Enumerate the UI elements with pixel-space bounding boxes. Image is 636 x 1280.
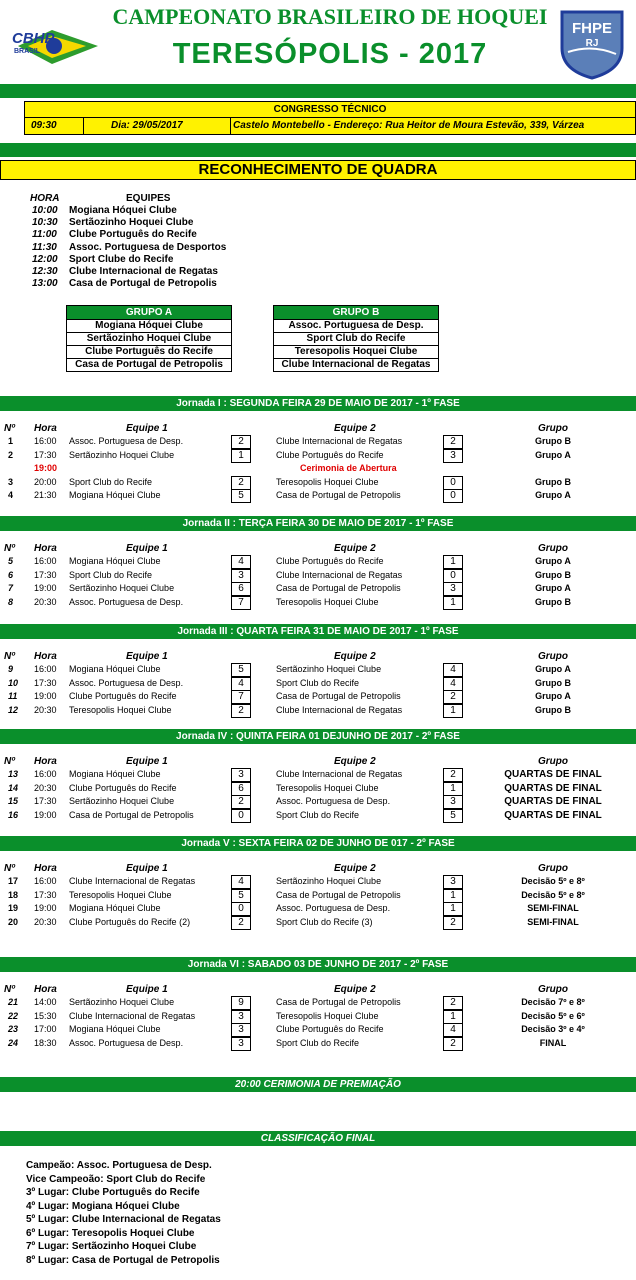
- game-score1: 0: [231, 902, 251, 916]
- game-number: 10: [8, 677, 19, 688]
- game-team1: Casa de Portugal de Petropolis: [69, 809, 194, 820]
- congresso-box: [24, 101, 636, 135]
- recon-equipe: Clube Internacional de Regatas: [69, 266, 218, 277]
- col-header-no: Nº: [4, 423, 15, 434]
- recon-equipe: Clube Português do Recife: [69, 229, 197, 241]
- group-a-table: [66, 305, 232, 372]
- game-score2: 3: [443, 875, 463, 889]
- col-header-equipe2: Equipe 2: [334, 423, 376, 434]
- game-score1: 4: [231, 875, 251, 889]
- col-header-hora: Hora: [34, 984, 57, 995]
- recon-hora: 11:30: [32, 241, 57, 253]
- game-time: 20:30: [34, 916, 57, 927]
- game-time: 16:00: [34, 769, 57, 779]
- game-number: 1: [8, 436, 14, 446]
- classification-line: Vice Campeoão: Sport Club do Recife: [26, 1173, 206, 1185]
- game-group: Decisão 3º e 4º: [521, 1024, 585, 1035]
- game-team2: Sport Club do Recife: [276, 677, 360, 688]
- game-time: 19:00: [34, 691, 57, 702]
- col-header-hora: Hora: [34, 651, 57, 662]
- game-time: 14:00: [34, 997, 57, 1007]
- game-number: 8: [8, 596, 14, 607]
- game-group: QUARTAS DE FINAL: [504, 796, 602, 808]
- col-header-equipe1: Equipe 1: [126, 423, 168, 434]
- game-score1: 3: [231, 1037, 251, 1051]
- recon-equipe: Sport Clube do Recife: [69, 253, 174, 265]
- jornada-title: Jornada II : TERÇA FEIRA 30 DE MAIO DE 2017 - 1º FASE: [0, 516, 636, 531]
- game-group: Decisão 5º e 8º: [521, 889, 585, 900]
- col-header-no: Nº: [4, 543, 15, 554]
- game-team2: Casa de Portugal de Petropolis: [276, 691, 401, 702]
- game-team1: Mogiana Hóquei Clube: [69, 664, 161, 674]
- game-team1: Assoc. Portuguesa de Desp.: [69, 436, 184, 446]
- game-team2: Casa de Portugal de Petropolis: [276, 997, 401, 1007]
- game-score2: 3: [443, 795, 463, 809]
- game-score1: 1: [231, 449, 251, 463]
- reconhecimento-col-hora: HORA: [30, 193, 60, 204]
- col-header-no: Nº: [4, 756, 15, 767]
- game-score1: 2: [231, 704, 251, 718]
- game-number: 4: [8, 490, 14, 501]
- recon-hora: 12:30: [32, 266, 58, 277]
- game-team1: Assoc. Portuguesa de Desp.: [69, 1037, 184, 1048]
- game-score1: 3: [231, 569, 251, 583]
- game-number: 11: [8, 691, 18, 702]
- game-time: 17:30: [34, 889, 57, 900]
- game-team2: Teresopolis Hoquei Clube: [276, 596, 379, 607]
- game-score2: 0: [443, 489, 463, 503]
- recon-equipe: Casa de Portugal de Petropolis: [69, 278, 217, 290]
- col-header-no: Nº: [4, 863, 15, 874]
- divider-bar: [0, 143, 636, 157]
- game-group: Decisão 5º e 6º: [521, 1010, 585, 1021]
- game-time: 16:00: [34, 556, 57, 566]
- game-team1: Clube Português do Recife (2): [69, 916, 191, 927]
- game-team1: Clube Português do Recife: [69, 691, 177, 702]
- special-event-time: 19:00: [34, 463, 58, 474]
- game-team1: Clube Internacional de Regatas: [69, 876, 196, 886]
- game-team2: Casa de Portugal de Petropolis: [276, 583, 401, 594]
- col-header-grupo: Grupo: [538, 543, 568, 554]
- classification-line: 4º Lugar: Mogiana Hóquei Clube: [26, 1200, 180, 1212]
- game-score1: 2: [231, 476, 251, 490]
- game-number: 17: [8, 876, 19, 886]
- col-header-grupo: Grupo: [538, 863, 568, 874]
- game-time: 20:30: [34, 782, 57, 793]
- classification-line: 8º Lugar: Casa de Portugal de Petropolis: [26, 1254, 220, 1266]
- game-number: 22: [8, 1010, 19, 1021]
- game-score2: 2: [443, 768, 463, 782]
- game-score2: 4: [443, 1023, 463, 1037]
- game-number: 6: [8, 569, 14, 580]
- game-score1: 9: [231, 996, 251, 1010]
- game-team2: Clube Português do Recife: [276, 1024, 384, 1035]
- group-a-team: Casa de Portugal de Petropolis: [75, 359, 223, 370]
- game-score2: 2: [443, 1037, 463, 1051]
- game-score1: 7: [231, 690, 251, 704]
- game-time: 16:00: [34, 876, 57, 886]
- game-group: Grupo A: [535, 490, 571, 501]
- game-team1: Mogiana Hóquei Clube: [69, 490, 161, 501]
- game-group: QUARTAS DE FINAL: [504, 809, 602, 821]
- game-score1: 2: [231, 435, 251, 449]
- game-score1: 2: [231, 916, 251, 930]
- game-team1: Sertãozinho Hoquei Clube: [69, 449, 175, 460]
- game-team2: Clube Internacional de Regatas: [276, 569, 403, 580]
- game-team2: Clube Internacional de Regatas: [276, 769, 403, 779]
- classification-line: 6º Lugar: Teresopolis Hoquei Clube: [26, 1227, 195, 1239]
- game-team1: Mogiana Hóquei Clube: [69, 769, 161, 779]
- game-team2: Sertãozinho Hoquei Clube: [276, 664, 382, 674]
- group-b-team: Teresopolis Hoquei Clube: [274, 346, 438, 359]
- game-number: 20: [8, 916, 19, 927]
- cbhp-logo-text: CBHP: [12, 30, 55, 47]
- game-team1: Mogiana Hóquei Clube: [69, 903, 161, 914]
- col-header-equipe1: Equipe 1: [126, 984, 168, 995]
- fhpe-logo: [558, 8, 626, 80]
- game-number: 24: [8, 1037, 19, 1048]
- col-header-equipe2: Equipe 2: [334, 863, 376, 874]
- group-a-team: Sertãozinho Hoquei Clube: [67, 333, 231, 346]
- game-team1: Sertãozinho Hoquei Clube: [69, 583, 175, 594]
- game-time: 19:00: [34, 583, 57, 594]
- game-number: 18: [8, 889, 19, 900]
- cbhp-logo-sub: BRASIL: [14, 48, 41, 55]
- game-group: Grupo A: [535, 583, 571, 594]
- reconhecimento-title: RECONHECIMENTO DE QUADRA: [0, 160, 636, 180]
- game-group: Decisão 5º e 8º: [521, 876, 585, 886]
- game-group: Grupo B: [535, 436, 571, 446]
- game-number: 7: [8, 583, 14, 594]
- jornada-title: Jornada IV : QUINTA FEIRA 01 DEJUNHO DE 2017 - 2º FASE: [0, 729, 636, 744]
- congresso-date: Dia: 29/05/2017: [111, 120, 183, 131]
- special-event-label: Cerimonia de Abertura: [300, 463, 397, 474]
- game-team1: Teresopolis Hoquei Clube: [69, 889, 172, 900]
- game-team2: Assoc. Portuguesa de Desp.: [276, 796, 391, 807]
- col-header-no: Nº: [4, 651, 15, 662]
- fhpe-logo-text: FHPE: [571, 20, 612, 37]
- classificacao-title: CLASSIFICAÇÃO FINAL: [0, 1131, 636, 1146]
- game-time: 20:30: [34, 704, 57, 715]
- game-score1: 3: [231, 768, 251, 782]
- game-group: QUARTAS DE FINAL: [504, 782, 602, 794]
- recon-hora: 10:00: [32, 205, 58, 216]
- game-number: 2: [8, 449, 14, 460]
- congresso-place: Castelo Montebello - Endereço: Rua Heitor de Moura Estevão, 339, Várzea: [233, 120, 585, 131]
- game-score1: 5: [231, 663, 251, 677]
- game-score2: 2: [443, 435, 463, 449]
- recon-hora: 11:00: [32, 229, 57, 241]
- game-group: Grupo B: [535, 677, 571, 688]
- jornada-title: Jornada VI : SABADO 03 DE JUNHO DE 2017 - 2º FASE: [0, 957, 636, 972]
- game-score2: 0: [443, 476, 463, 490]
- game-time: 20:00: [34, 476, 57, 487]
- col-header-grupo: Grupo: [538, 651, 568, 662]
- congresso-title: CONGRESSO TÉCNICO: [25, 102, 635, 118]
- page-subtitle: TERESÓPOLIS - 2017: [172, 38, 488, 70]
- game-team1: Sertãozinho Hoquei Clube: [69, 796, 175, 807]
- reconhecimento-col-equipes: EQUIPES: [126, 193, 171, 204]
- game-team1: Assoc. Portuguesa de Desp.: [69, 596, 184, 607]
- game-group: Grupo A: [535, 691, 571, 702]
- classification-line: 5º Lugar: Clube Internacional de Regatas: [26, 1214, 221, 1225]
- game-team2: Sport Club do Recife: [276, 1037, 360, 1048]
- game-score2: 2: [443, 996, 463, 1010]
- game-score2: 3: [443, 582, 463, 596]
- game-score1: 5: [231, 489, 251, 503]
- classification-line: Campeão: Assoc. Portuguesa de Desp.: [26, 1160, 212, 1171]
- game-score2: 3: [443, 449, 463, 463]
- col-header-hora: Hora: [34, 756, 57, 767]
- col-header-equipe1: Equipe 1: [126, 543, 168, 554]
- game-time: 19:00: [34, 903, 57, 914]
- game-team2: Clube Português do Recife: [276, 556, 384, 566]
- game-score2: 1: [443, 902, 463, 916]
- game-team1: Teresopolis Hoquei Clube: [69, 704, 172, 715]
- game-team2: Casa de Portugal de Petropolis: [276, 889, 401, 900]
- game-team2: Clube Português do Recife: [276, 449, 384, 460]
- recon-equipe: Mogiana Hóquei Clube: [69, 205, 177, 216]
- game-time: 17:30: [34, 796, 57, 807]
- game-team1: Sport Club do Recife: [69, 476, 153, 487]
- group-b-team: Assoc. Portuguesa de Desp.: [274, 320, 438, 333]
- col-header-equipe2: Equipe 2: [334, 756, 376, 767]
- game-group: QUARTAS DE FINAL: [504, 769, 602, 780]
- game-number: 23: [8, 1024, 19, 1035]
- game-group: SEMI-FINAL: [527, 903, 579, 914]
- game-score2: 2: [443, 690, 463, 704]
- game-number: 21: [8, 997, 19, 1007]
- game-number: 19: [8, 903, 19, 914]
- col-header-equipe2: Equipe 2: [334, 651, 376, 662]
- game-score2: 4: [443, 663, 463, 677]
- game-team1: Mogiana Hóquei Clube: [69, 556, 161, 566]
- group-b-title: GRUPO B: [274, 306, 438, 320]
- col-header-equipe2: Equipe 2: [334, 984, 376, 995]
- game-time: 16:00: [34, 436, 57, 446]
- game-number: 9: [8, 664, 14, 674]
- game-number: 13: [8, 769, 19, 779]
- jornada-title: Jornada V : SEXTA FEIRA 02 DE JUNHO DE 017 - 2º FASE: [0, 836, 636, 851]
- game-number: 15: [8, 796, 19, 807]
- game-number: 5: [8, 556, 14, 566]
- col-header-equipe1: Equipe 1: [126, 651, 168, 662]
- game-team2: Teresopolis Hoquei Clube: [276, 476, 379, 487]
- group-a-team: Mogiana Hóquei Clube: [67, 320, 231, 333]
- game-team1: Mogiana Hóquei Clube: [69, 1024, 161, 1035]
- game-group: Grupo A: [535, 449, 571, 460]
- game-group: Decisão 7º e 8º: [521, 997, 585, 1007]
- col-header-equipe2: Equipe 2: [334, 543, 376, 554]
- classification-line: 3º Lugar: Clube Português do Recife: [26, 1187, 200, 1198]
- game-team2: Teresopolis Hoquei Clube: [276, 782, 379, 793]
- game-score1: 5: [231, 889, 251, 903]
- game-team2: Clube Internacional de Regatas: [276, 704, 403, 715]
- game-group: Grupo B: [535, 596, 571, 607]
- col-header-no: Nº: [4, 984, 15, 995]
- game-team2: Teresopolis Hoquei Clube: [276, 1010, 379, 1021]
- col-header-equipe1: Equipe 1: [126, 863, 168, 874]
- game-team2: Clube Internacional de Regatas: [276, 436, 403, 446]
- game-time: 17:30: [34, 677, 57, 688]
- page-title: CAMPEONATO BRASILEIRO DE HOQUEI: [112, 4, 548, 29]
- game-team2: Assoc. Portuguesa de Desp.: [276, 903, 391, 914]
- cbhp-logo: [8, 24, 104, 68]
- game-score2: 1: [443, 1010, 463, 1024]
- col-header-grupo: Grupo: [538, 756, 568, 767]
- recon-hora: 13:00: [32, 278, 58, 290]
- game-group: Grupo B: [535, 569, 571, 580]
- game-team2: Casa de Portugal de Petropolis: [276, 490, 401, 501]
- game-score2: 1: [443, 555, 463, 569]
- col-header-grupo: Grupo: [538, 423, 568, 434]
- jornada-title: Jornada I : SEGUNDA FEIRA 29 DE MAIO DE 2017 - 1º FASE: [0, 396, 636, 411]
- jornada-title: Jornada III : QUARTA FEIRA 31 DE MAIO DE 2017 - 1º FASE: [0, 624, 636, 639]
- game-score2: 1: [443, 782, 463, 796]
- game-team1: Clube Internacional de Regatas: [69, 1010, 196, 1021]
- col-header-hora: Hora: [34, 543, 57, 554]
- game-time: 15:30: [34, 1010, 57, 1021]
- game-score2: 1: [443, 704, 463, 718]
- premiacao-banner: 20:00 CERIMONIA DE PREMIAÇÃO: [0, 1077, 636, 1092]
- game-score1: 7: [231, 596, 251, 610]
- game-score2: 2: [443, 916, 463, 930]
- col-header-equipe1: Equipe 1: [126, 756, 168, 767]
- game-time: 19:00: [34, 809, 57, 820]
- fhpe-logo-sub: RJ: [585, 38, 599, 49]
- game-time: 18:30: [34, 1037, 57, 1048]
- recon-equipe: Sertãozinho Hoquei Clube: [69, 217, 194, 229]
- game-score2: 0: [443, 569, 463, 583]
- recon-hora: 12:00: [32, 253, 58, 265]
- game-team1: Clube Português do Recife: [69, 782, 177, 793]
- game-time: 21:30: [34, 490, 57, 501]
- game-time: 20:30: [34, 596, 57, 607]
- game-group: Grupo A: [535, 664, 571, 674]
- game-time: 17:30: [34, 569, 57, 580]
- col-header-hora: Hora: [34, 863, 57, 874]
- divider-bar: [0, 84, 636, 98]
- game-score2: 1: [443, 889, 463, 903]
- game-time: 17:00: [34, 1024, 57, 1035]
- game-score2: 5: [443, 809, 463, 823]
- recon-equipe: Assoc. Portuguesa de Desportos: [69, 241, 227, 253]
- game-group: Grupo B: [535, 476, 571, 487]
- game-team1: Assoc. Portuguesa de Desp.: [69, 677, 184, 688]
- game-group: FINAL: [539, 1037, 567, 1048]
- game-score1: 2: [231, 795, 251, 809]
- game-score1: 6: [231, 782, 251, 796]
- group-a-title: GRUPO A: [67, 306, 231, 320]
- game-score1: 4: [231, 677, 251, 691]
- game-team2: Sport Club do Recife: [276, 809, 360, 820]
- game-team2: Sertãozinho Hoquei Clube: [276, 876, 382, 886]
- group-b-team: Clube Internacional de Regatas: [281, 359, 431, 370]
- group-b-table: [273, 305, 439, 372]
- game-team2: Sport Club do Recife (3): [276, 916, 373, 927]
- game-group: Grupo B: [535, 704, 571, 715]
- game-time: 17:30: [34, 449, 57, 460]
- game-team1: Sertãozinho Hoquei Clube: [69, 997, 175, 1007]
- classification-line: 7º Lugar: Sertãozinho Hoquei Clube: [26, 1241, 197, 1252]
- game-score1: 4: [231, 555, 251, 569]
- game-group: SEMI-FINAL: [527, 916, 579, 927]
- game-score1: 3: [231, 1023, 251, 1037]
- game-time: 16:00: [34, 664, 57, 674]
- recon-hora: 10:30: [32, 217, 58, 229]
- group-a-team: Clube Português do Recife: [67, 346, 231, 359]
- game-score2: 1: [443, 596, 463, 610]
- game-number: 3: [8, 476, 14, 487]
- game-team1: Sport Club do Recife: [69, 569, 153, 580]
- game-number: 14: [8, 782, 19, 793]
- congresso-time: 09:30: [31, 120, 57, 131]
- col-header-grupo: Grupo: [538, 984, 568, 995]
- col-header-hora: Hora: [34, 423, 57, 434]
- group-b-team: Sport Club do Recife: [274, 333, 438, 346]
- game-score2: 4: [443, 677, 463, 691]
- game-number: 12: [8, 704, 19, 715]
- game-score1: 6: [231, 582, 251, 596]
- game-group: Grupo A: [535, 556, 571, 566]
- game-number: 16: [8, 809, 19, 820]
- game-score1: 0: [231, 809, 251, 823]
- game-score1: 3: [231, 1010, 251, 1024]
